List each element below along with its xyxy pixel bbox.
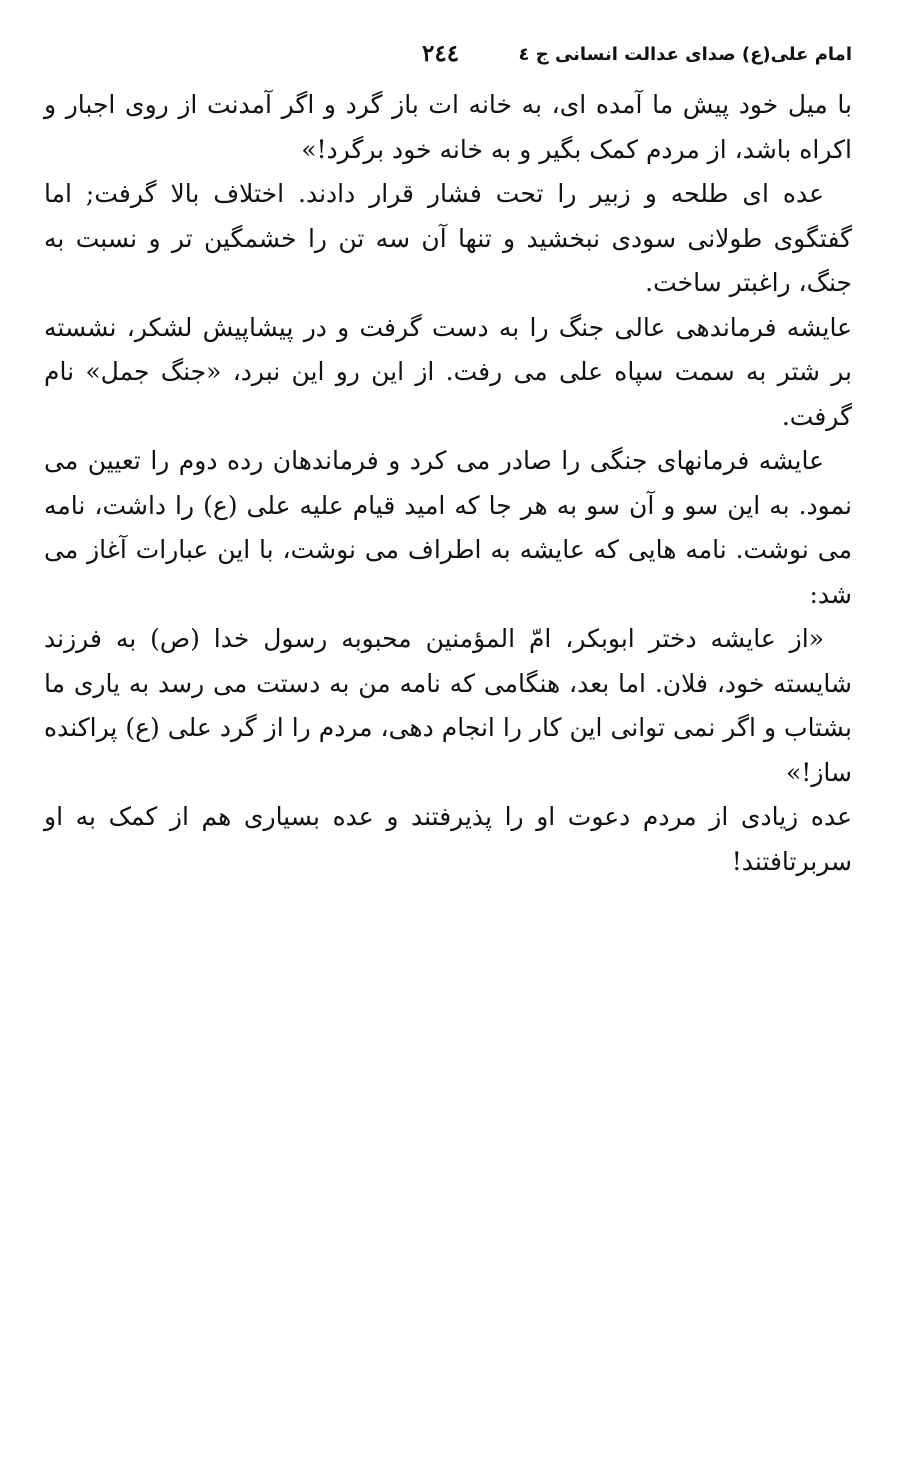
page-header <box>44 40 852 74</box>
paragraph-response: عده زیادی از مردم دعوت او را پذیرفتند و عده بسیاری هم از کمک به او سربرتافتند! <box>44 802 852 876</box>
body-text <box>44 83 852 884</box>
running-title: امام علی(ع) صدای عدالت انسانی ج ٤ <box>518 44 852 65</box>
paragraph-pressure: عده ای طلحه و زبیر را تحت فشار قرار دادند. اختلاف بالا گرفت; اما گفتگوی طولانی سودی نبخشید و تنها آن سه تن را خشمگین تر و نسبت به جنگ، راغبتر ساخت. <box>44 179 852 297</box>
page-number: ٢٤٤ <box>422 40 460 67</box>
paragraph-continuation: با میل خود پیش ما آمده ای، به خانه ات باز گرد و اگر آمدنت از روی اجبار و اکراه باشد، از مردم کمک بگیر و به خانه خود برگرد!» <box>44 90 852 164</box>
paragraph-command: عایشه فرماندهی عالی جنگ را به دست گرفت و در پیشاپیش لشکر، نشسته بر شتر به سمت سپاه علی می رفت. از این رو این نبرد، «جنگ جمل» نام گرفت. <box>44 312 852 431</box>
paragraph-orders: عایشه فرمانهای جنگی را صادر می کرد و فرماندهان رده دوم را تعیین می نمود. به این سو و آن سو به هر جا که امید قیام علیه علی (ع) را داشت، نامه می نوشت. نامه هایی که عایشه به اطراف می نوشت، با این عبارات آغاز می شد: <box>44 446 852 609</box>
paragraph-letter-quote: «از عایشه دختر ابوبکر، امّ المؤمنین محبوبه رسول خدا (ص) به فرزند شایسته خود، فلان. اما بعد، هنگامی که نامه من به دستت می رسد به یاری ما بشتاب و اگر نمی توانی این کار را انجام دهی، مردم را از گرد علی (ع) پراکنده ساز!» <box>44 624 852 787</box>
